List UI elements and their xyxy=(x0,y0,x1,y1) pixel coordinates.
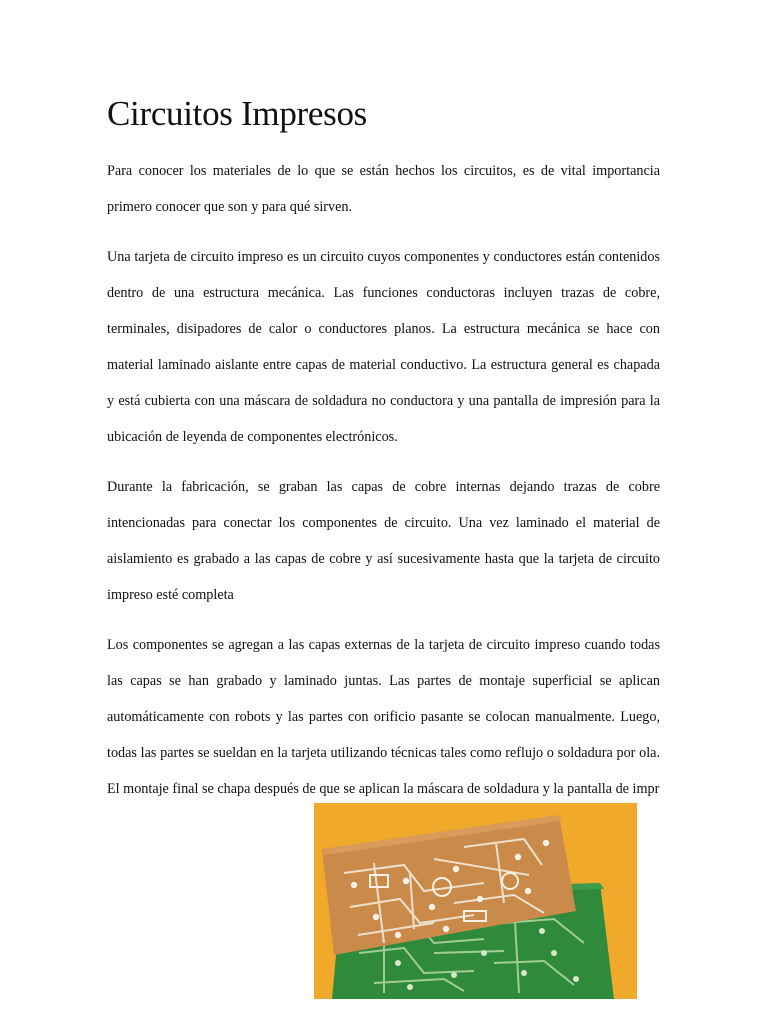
paragraph-intro: Para conocer los materiales de lo que se están hechos los circuitos, es de vital importancia primero conocer que son y para qué sirven. xyxy=(107,163,660,215)
pcb-photo xyxy=(314,803,637,999)
paragraph-assembly: Los componentes se agregan a las capas externas de la tarjeta de circuito impreso cuando todas las capas se han grabado y laminado juntas. Las partes de montaje superficial se aplican automáticamente con robots y las partes con orificio pasante se colocan manualmente. Luego, todas las partes se sueldan en la tarjeta utilizando técnicas tales como reflujo o soldadura por ola. El montaje final se chapa después de que se aplican la máscara de soldadura y la pantalla de impr xyxy=(107,637,660,797)
paragraph-definition: Una tarjeta de circuito impreso es un circuito cuyos componentes y conductores están contenidos dentro de una estructura mecánica. Las funciones conductoras incluyen trazas de cobre, terminales, disipadores de calor o conductores planos. La estructura mecánica se hace con material laminado aislante entre capas de material conductivo. La estructura general es chapada y está cubierta con una máscara de soldadura no conductora y una pantalla de impresión para la ubicación de leyenda de componentes electrónicos. xyxy=(107,249,660,445)
paragraph-fabrication: Durante la fabricación, se graban las capas de cobre internas dejando trazas de cobre intencionadas para conectar los componentes de circuito. Una vez laminado el material de aislamiento es grabado a las capas de cobre y así sucesivamente hasta que la tarjeta de circuito impreso esté completa xyxy=(107,479,660,603)
page-title: Circuitos Impresos xyxy=(107,94,367,133)
document-body xyxy=(107,153,660,821)
pcb-illustration xyxy=(314,803,637,999)
